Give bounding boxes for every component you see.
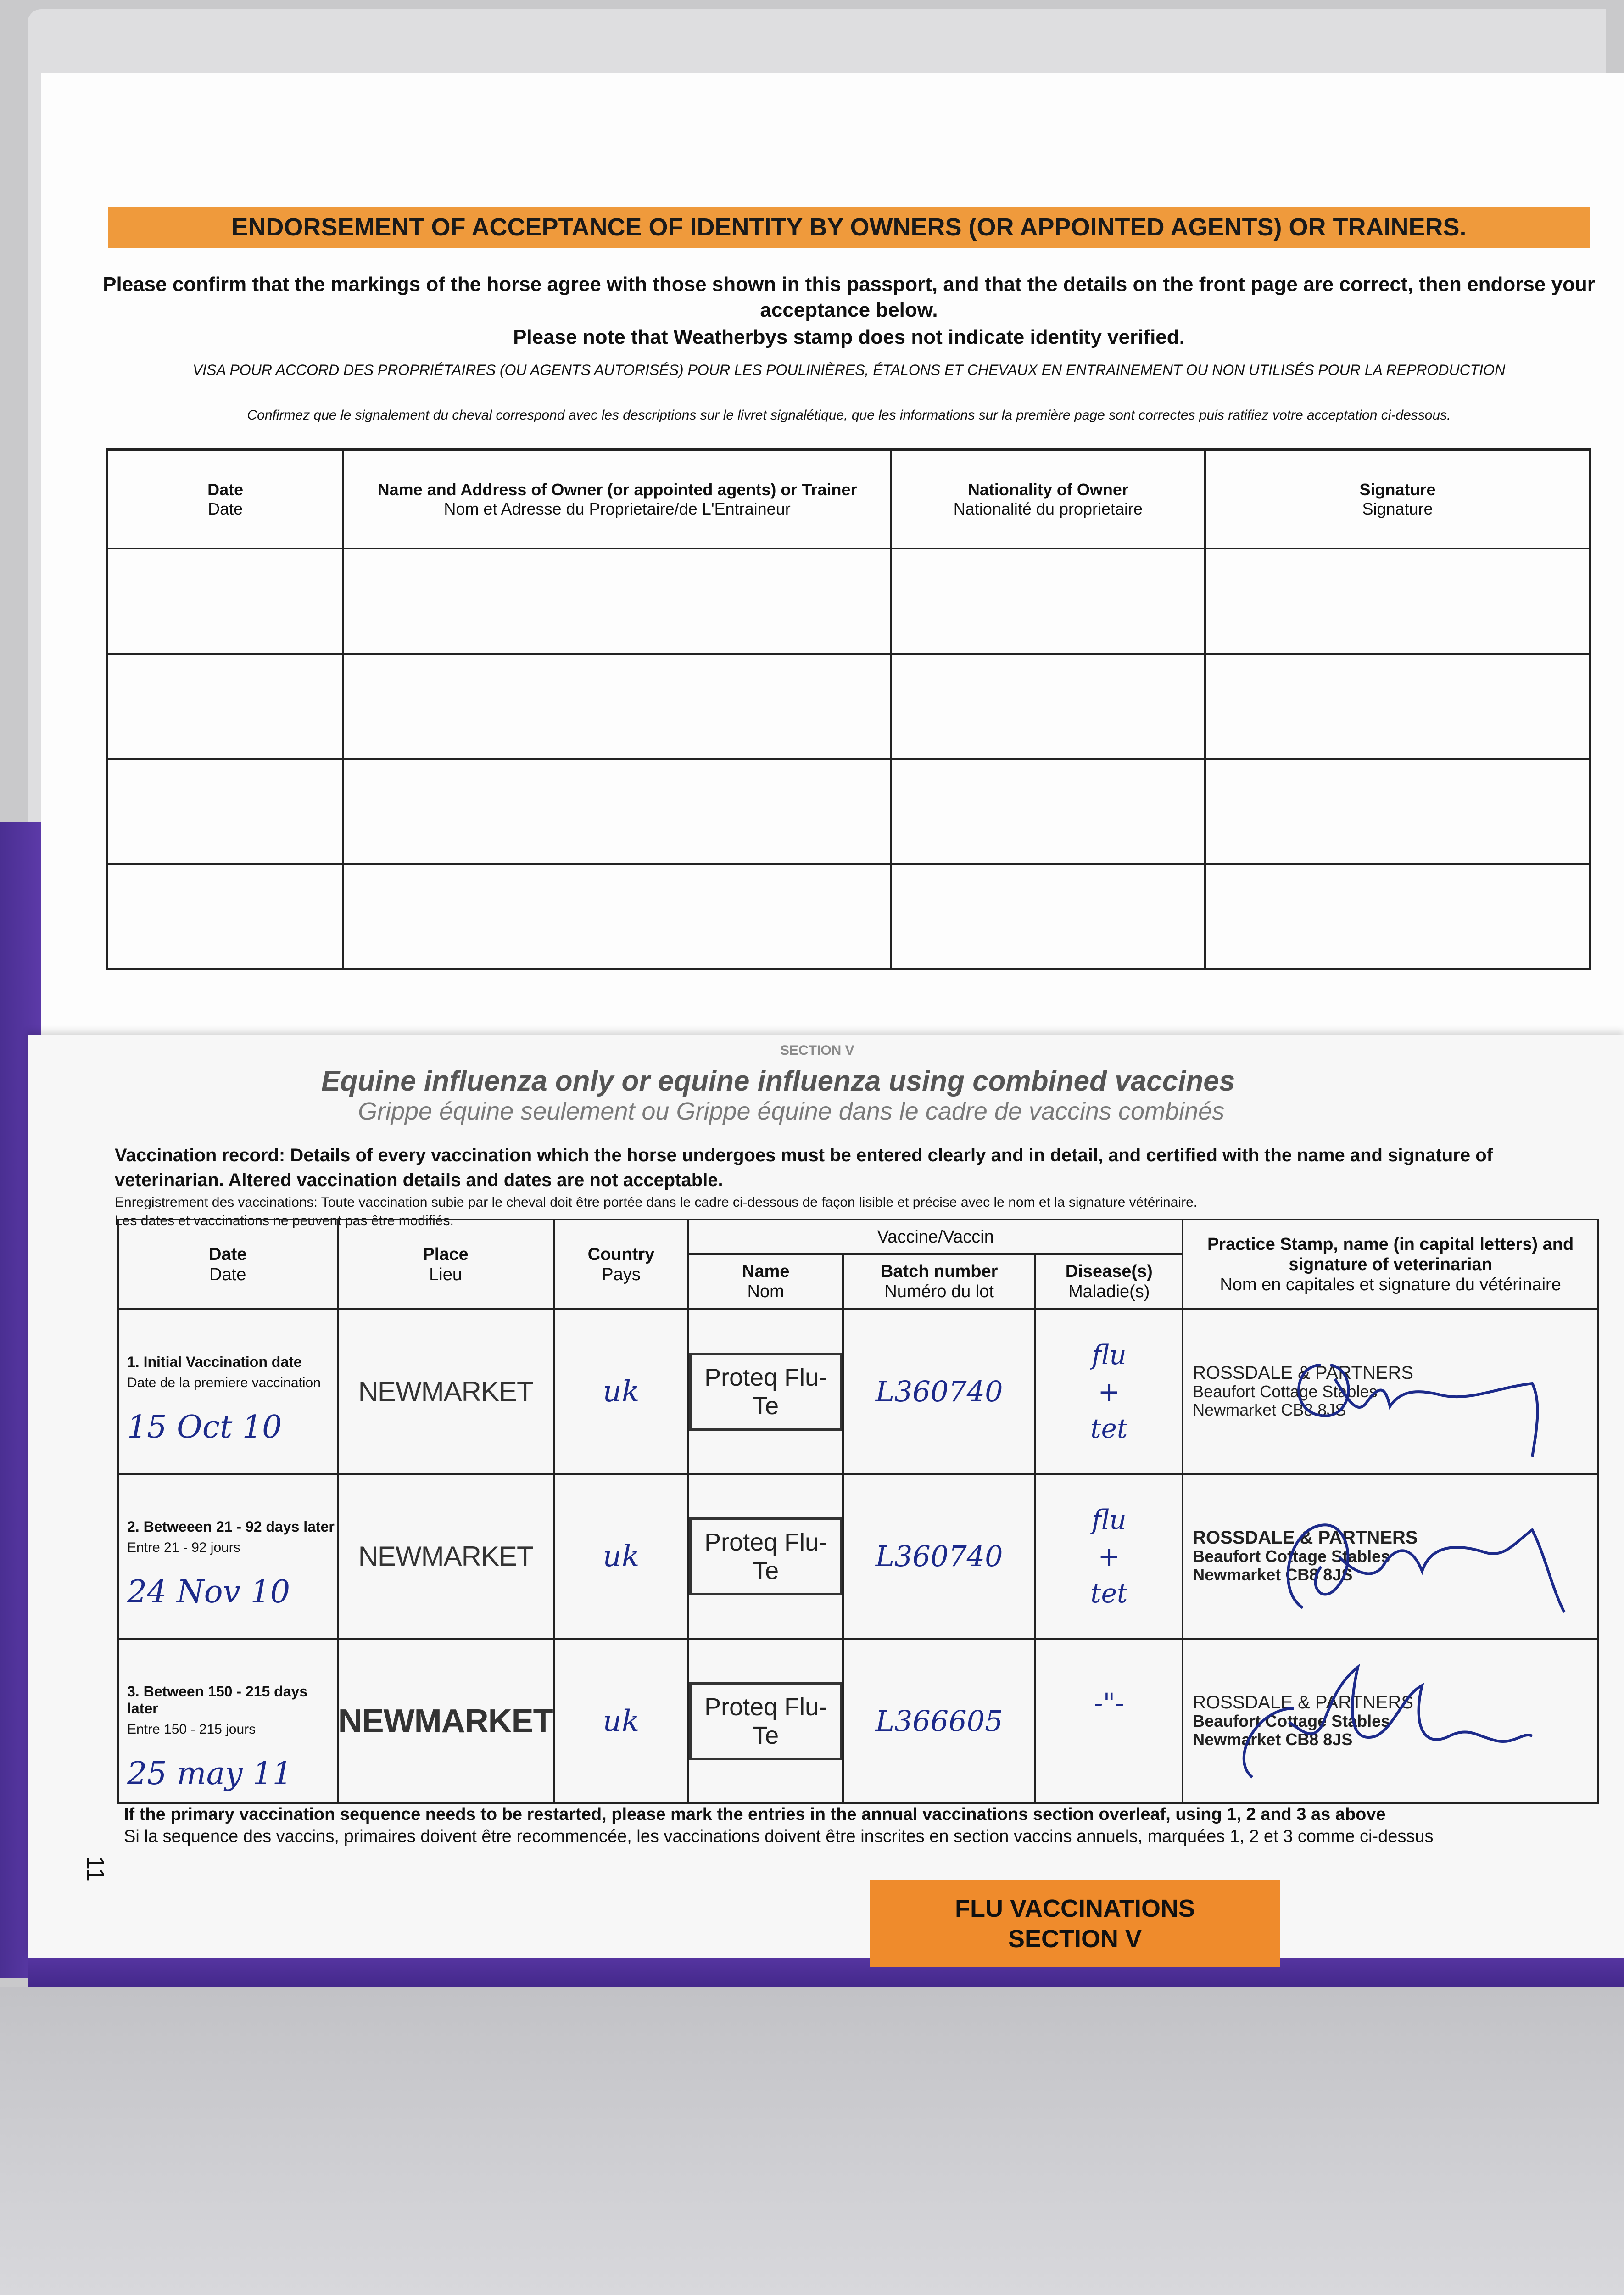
batch-cell: L366605 (843, 1639, 1036, 1803)
practice-stamp: ROSSDALE & PARTNERS Beaufort Cottage Stables Newmarket CB8 8JS (1193, 1363, 1414, 1419)
column-header-date: Date Date (118, 1220, 338, 1309)
vaccination-date-cell: 1. Initial Vaccination date Date de la premiere vaccination 15 Oct 10 (118, 1309, 338, 1474)
table-row (107, 864, 1590, 969)
vet-stamp-cell (1183, 1309, 1598, 1474)
column-header-signature: Signature Signature (1205, 449, 1590, 549)
restart-note-fr: Si la sequence des vaccins, primaires doivent être recommencée, les vaccinations doivent être inscrites en section vaccins annuels, marquées 1, 2 et 3 comme ci-dessus (124, 1827, 1434, 1846)
section-tab-line2: SECTION V (1008, 1925, 1142, 1953)
handwritten-date: 24 Nov 10 (127, 1574, 290, 1610)
vet-signature-icon (1183, 1475, 1624, 1638)
column-header-place: Place Lieu (338, 1220, 554, 1309)
vaccination-subtitle: Grippe équine seulement ou Grippe équine dans le cadre de vaccins combinés (358, 1097, 1225, 1125)
scanner-background (0, 1987, 1624, 2295)
place-stamp: NEWMARKET (358, 1541, 533, 1572)
column-header-owner: Name and Address of Owner (or appointed agents) or Trainer Nom et Adresse du Proprietaire/de L'Entraineur (343, 449, 891, 549)
column-header-name: Name Nom (688, 1254, 843, 1309)
practice-stamp: ROSSDALE & PARTNERS Beaufort Cottage Stables Newmarket CB8 8JS (1193, 1528, 1418, 1584)
endorsement-fr-heading: VISA POUR ACCORD DES PROPRIÉTAIRES (OU AGENTS AUTORISÉS) POUR LES POULINIÈRES, ÉTALONS ET CHEVAUX EN ENTRAINEMENT OU NON UTILISÉS POUR LA REPRODUCTION (192, 362, 1506, 378)
country-cell: uk (554, 1309, 689, 1474)
batch-cell: L360740 (843, 1309, 1036, 1474)
vaccine-name-cell (688, 1474, 843, 1639)
handwritten-date: 25 may 11 (127, 1756, 292, 1792)
table-row (107, 759, 1590, 864)
page-number: 11 (82, 1855, 110, 1882)
column-header-country: Country Pays (554, 1220, 689, 1309)
disease-cell: flu + tet (1035, 1309, 1183, 1474)
place-cell (338, 1474, 554, 1639)
vaccination-record-instructions: Vaccination record: Details of every vaccination which the horse undergoes must be entered clearly and in detail, and certified with the name and signature of veterinarian. Altered vaccination details and dates are not acceptable. (115, 1145, 1493, 1190)
vet-signature-icon (1183, 1310, 1624, 1473)
practice-stamp: ROSSDALE & PARTNERS Beaufort Cottage Stables Newmarket CB8 8JS (1193, 1692, 1414, 1749)
owner-endorsement-table (106, 448, 1591, 970)
place-cell (338, 1309, 554, 1474)
section-tab-line1: FLU VACCINATIONS (955, 1895, 1195, 1922)
table-header-row (118, 1220, 1598, 1254)
disease-cell: -"- (1035, 1639, 1183, 1803)
table-row (118, 1309, 1598, 1474)
vaccine-name-sticker: Proteq Flu-Te (689, 1682, 842, 1760)
table-header-row (107, 449, 1590, 549)
column-header-nationality: Nationality of Owner Nationalité du proprietaire (891, 449, 1205, 549)
weatherbys-note: Please note that Weatherbys stamp does not indicate identity verified. (513, 326, 1185, 348)
vaccine-name-sticker: Proteq Flu-Te (689, 1517, 842, 1595)
endorsement-instructions: Please confirm that the markings of the horse agree with those shown in this passport, and that the details on the front page are correct, then endorse your acceptance below. (103, 273, 1595, 321)
column-header-disease: Disease(s) Maladie(s) (1035, 1254, 1183, 1309)
column-header-vaccine: Vaccine/Vaccin (688, 1220, 1183, 1254)
table-row (107, 654, 1590, 759)
place-stamp: NEWMARKET (358, 1376, 533, 1407)
handwritten-date: 15 Oct 10 (127, 1409, 282, 1445)
section-tab[interactable] (870, 1880, 1280, 1967)
vaccine-name-cell (688, 1309, 843, 1474)
table-row (107, 549, 1590, 654)
column-header-date: Date Date (107, 449, 343, 549)
vet-stamp-cell (1183, 1474, 1598, 1639)
vet-signature-icon (1183, 1640, 1624, 1802)
vaccination-table (117, 1219, 1599, 1804)
vaccination-date-cell: 3. Between 150 - 215 days later Entre 150 - 215 jours 25 may 11 (118, 1639, 338, 1803)
country-cell: uk (554, 1639, 689, 1803)
endorsement-fr-instructions: Confirmez que le signalement du cheval correspond avec les descriptions sur le livret signalétique, que les informations sur la première page sont correctes puis ratifiez votre acceptation ci-dessous. (247, 408, 1451, 423)
vaccination-record-fr: Enregistrement des vaccinations: Toute vaccination subie par le cheval doit être portée dans le cadre ci-dessous de façon lisible et précise avec le nom et la signature vétérinaire. Les dates et vaccinations ne peuvent pas être modifiés. (115, 1195, 1198, 1228)
country-cell: uk (554, 1474, 689, 1639)
vaccination-title: Equine influenza only or equine influenza using combined vaccines (321, 1065, 1235, 1097)
restart-note: If the primary vaccination sequence needs to be restarted, please mark the entries in the annual vaccinations section overleaf, using 1, 2 and 3 as above (124, 1805, 1386, 1824)
section-label: SECTION V (780, 1043, 854, 1058)
column-header-vet: Practice Stamp, name (in capital letters) and signature of veterinarian Nom en capitales et signature du vétérinaire (1183, 1220, 1598, 1309)
endorsement-title: ENDORSEMENT OF ACCEPTANCE OF IDENTITY BY OWNERS (OR APPOINTED AGENTS) OR TRAINERS. (108, 207, 1590, 248)
vet-stamp-cell (1183, 1639, 1598, 1803)
place-cell (338, 1639, 554, 1803)
table-row (118, 1474, 1598, 1639)
disease-cell: flu + tet (1035, 1474, 1183, 1639)
batch-cell: L360740 (843, 1474, 1036, 1639)
table-row (118, 1639, 1598, 1803)
vaccine-name-sticker: Proteq Flu-Te (689, 1353, 842, 1431)
column-header-batch: Batch number Numéro du lot (843, 1254, 1036, 1309)
vaccine-name-cell (688, 1639, 843, 1803)
place-stamp: NEWMARKET (338, 1702, 553, 1740)
vaccination-date-cell: 2. Betweeen 21 - 92 days later Entre 21 - 92 jours 24 Nov 10 (118, 1474, 338, 1639)
